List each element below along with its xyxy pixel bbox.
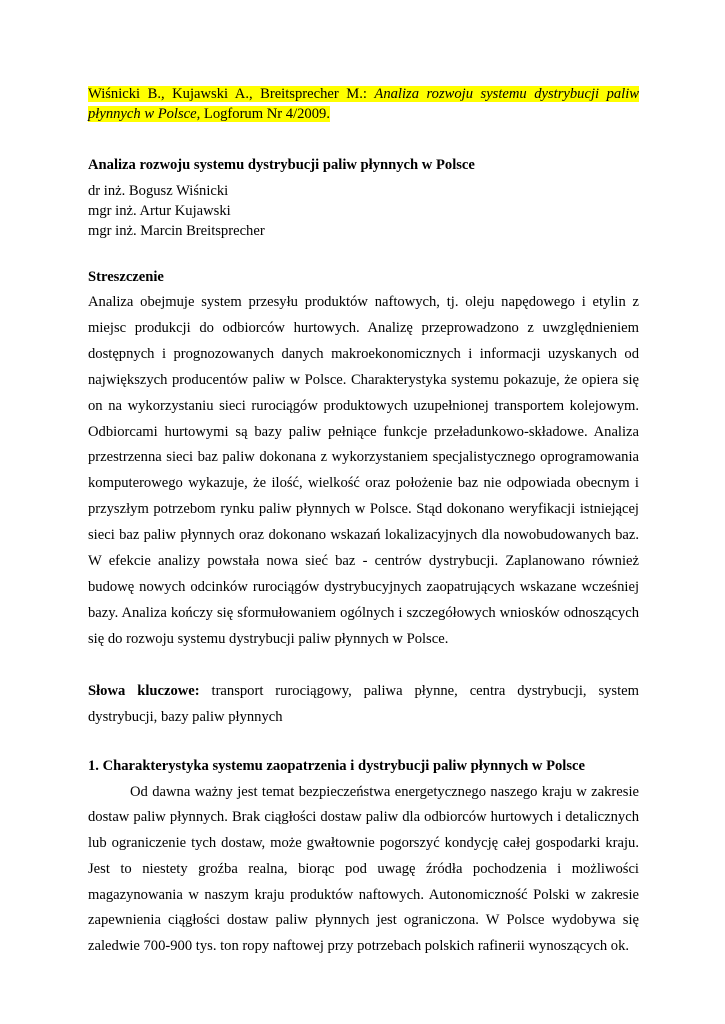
abstract-text: Analiza obejmuje system przesyłu produktów naftowych, tj. oleju napędowego i etylin z miejsc produkcji do odbiorców hurtowych. Analizę przeprowadzono z uwzględnieniem dostępnych i prognozowanych danych makroekonomicznych i informacji uzyskanych od największych producentów paliw w Polsce. Charakterystyka systemu pokazuje, że opiera się on na wykorzystaniu sieci rurociągów produktowych uzupełnionej transportem kolejowym. Odbiorcami hurtowymi są bazy paliw pełniące funkcje przeładunkowo-składowe. Analiza przestrzenna sieci baz paliw dokonana z wykorzystaniem specjalistycznego oprogramowania komputerowego wykazuje, że ilość, wielkość oraz położenie baz nie odpowiada obecnym i przyszłym potrzebom rynku paliw płynnych w Polsce. Stąd dokonano weryfikacji istniejącej sieci baz paliw płynnych oraz dokonano wskazań lokalizacyjnych dla nowobudowanych baz. W efekcie analizy powstała nowa sieć baz - centrów dystrybucji. Zaplanowano również budowę nowych odcinków rurociągów dystrybucyjnych zaopatrujących wskazane wcześniej bazy. Analiza kończy się sformułowaniem ogólnych i szczegółowych wniosków odnoszących się do rozwoju systemu dystrybucji paliw płynnych w Polsce. — [88, 294, 639, 647]
abstract-heading: Streszczenie — [88, 269, 164, 285]
author-2: mgr inż. Artur Kujawski — [88, 203, 231, 219]
author-list — [88, 181, 639, 241]
citation-source: , Logforum Nr 4/2009. — [196, 106, 330, 122]
keywords-label: Słowa kluczowe: — [88, 682, 200, 699]
keywords — [88, 679, 639, 731]
document-page — [88, 0, 639, 960]
section-1-text: Od dawna ważny jest temat bezpieczeństwa energetycznego naszego kraju w zakresie dostaw paliw płynnych. Brak ciągłości dostaw paliw dla odbiorców hurtowych i detalicznych lub ograniczenie tych dostaw, może gwałtownie pogorszyć kondycję całej gospodarki kraju. Jest to niestety groźba realna, biorąc pod uwagę źródła pochodzenia i możliwości magazynowania w naszym kraju produktów naftowych. Autonomiczność Polski w zakresie zapewnienia ciągłości dostaw paliw płynnych jest ograniczona. W Polsce wydobywa się zaledwie 700-900 tys. ton ropy naftowej przy potrzebach polskich rafinerii wynoszących ok. — [88, 783, 639, 955]
citation-title: Analiza rozwoju systemu dystrybucji paliw płynnych w Polsce — [88, 86, 640, 122]
author-1: dr inż. Bogusz Wiśnicki — [88, 183, 229, 199]
citation — [88, 84, 639, 124]
paper-title: Analiza rozwoju systemu dystrybucji paliw płynnych w Polsce — [88, 157, 475, 173]
keywords-text: transport rurociągowy, paliwa płynne, centra dystrybucji, system dystrybucji, bazy paliw płynnych — [88, 682, 639, 725]
citation-authors: Wiśnicki B., Kujawski A., Breitsprecher M.: — [88, 86, 375, 102]
section-1-title: 1. Charakterystyka systemu zaopatrzenia i dystrybucji paliw płynnych w Polsce — [88, 757, 585, 774]
author-3: mgr inż. Marcin Breitsprecher — [88, 223, 265, 239]
